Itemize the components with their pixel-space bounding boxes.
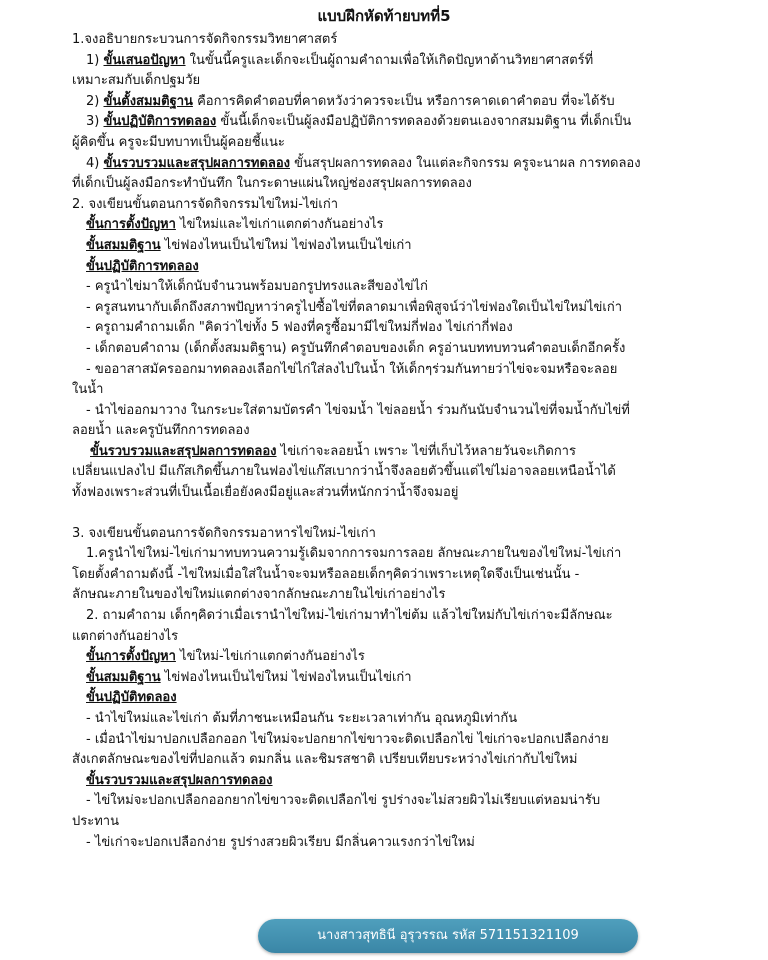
q1-step-3 bbox=[72, 112, 712, 133]
q1-step-3-text: ขั้นนี้เด็กจะเป็นผู้ลงมือปฏิบัติการทดลองด้วยตนเองจากสมมติฐาน ที่เด็กเป็น bbox=[216, 114, 632, 130]
q2-experiment-item-4: - เด็กตอบคำถาม (เด็กตั้งสมมติฐาน) ครูบันทึกคำตอบของเด็ก ครูอ่านบททบทวนคำตอบเด็กอีกครั้ง bbox=[86, 340, 626, 356]
q3-hypothesis-label: ขั้นสมมติฐาน bbox=[86, 669, 161, 685]
q3-problem-label: ขั้นการตั้งปัญหา bbox=[86, 649, 176, 665]
worksheet-title: แบบฝึกหัดท้ายบทที่5 bbox=[317, 7, 451, 25]
q2-hypothesis bbox=[72, 236, 712, 257]
q3-experiment-label: ขั้นปฏิบัติทดลอง bbox=[86, 690, 177, 706]
q1-step-2-label: ขั้นตั้งสมมติฐาน bbox=[103, 93, 193, 109]
q2-conclusion-continued-2: ทั้งฟองเพราะส่วนที่เป็นเนื้อเยื่อยังคงมีอยู่และส่วนที่หนักกว่าน้ำจึงจมอยู่ bbox=[72, 485, 459, 501]
q3-hypothesis-text: ไข่ฟองไหนเป็นไข่ใหม่ ไข่ฟองไหนเป็นไข่เก่า bbox=[160, 669, 412, 685]
q1-step-2 bbox=[72, 92, 712, 113]
section-spacer bbox=[72, 504, 712, 524]
q2-heading: 2. จงเขียนขั้นตอนการจัดกิจกรรมไข่ใหม่-ไข่เก่า bbox=[72, 196, 338, 212]
q2-conclusion-label: ขั้นรวบรวมและสรุปผลการทดลอง bbox=[90, 443, 277, 459]
q2-experiment-item-1: - ครูนำไข่มาให้เด็กนับจำนวนพร้อมบอกรูปทรงและสีของไข่ไก่ bbox=[86, 279, 428, 295]
q2-hypothesis-label: ขั้นสมมติฐาน bbox=[86, 237, 161, 253]
q3-conclusion-item-1-continued: ประทาน bbox=[72, 813, 119, 829]
q1-step-4-label: ขั้นรวบรวมและสรุปผลการทดลอง bbox=[103, 155, 291, 171]
q1-step-1-continued: เหมาะสมกับเด็กปฐมวัย bbox=[72, 73, 201, 89]
q1-step-1-text: ในขั้นนี้ครูและเด็กจะเป็นผู้ถามคำถามเพื่อให้เกิดปัญหาด้านวิทยาศาสตร์ที่ bbox=[185, 52, 594, 68]
q1-step-1-number: 1) bbox=[86, 52, 104, 68]
q1-step-4-text: ขั้นสรุปผลการทดลอง ในแต่ละกิจกรรม ครูจะนาผล การทดลอง bbox=[290, 155, 641, 171]
q2-problem bbox=[72, 215, 712, 236]
q2-experiment-item-5-continued: ในน้ำ bbox=[72, 382, 104, 398]
q2-experiment-item-6-continued: ลอยน้ำ และครูบันทึกการทดลอง bbox=[72, 423, 250, 439]
q3-hypothesis bbox=[72, 668, 712, 689]
q1-step-2-number: 2) bbox=[86, 93, 104, 109]
q1-heading: 1.จงอธิบายกระบวนการจัดกิจกรรมวิทยาศาสตร์ bbox=[72, 32, 338, 47]
q1-step-1-label: ขั้นเสนอปัญหา bbox=[103, 52, 186, 68]
student-name-badge: นางสาวสุทธินี อุรุวรรณ รหัส 571151321109 bbox=[258, 919, 638, 953]
q1-step-2-text: คือการคิดคำตอบที่คาดหวังว่าควรจะเป็น หรือการคาดเดาคำตอบ ที่จะได้รับ bbox=[192, 93, 615, 109]
q1-step-4 bbox=[72, 154, 712, 175]
q3-conclusion-item-2: - ไข่เก่าจะปอกเปลือกง่าย รูปร่างสวยผิวเรียบ มีกลิ่นคาวแรงกว่าไข่ใหม่ bbox=[86, 834, 475, 850]
q2-experiment-item-3: - ครูถามคำถามเด็ก "คิดว่าไข่ทั้ง 5 ฟองที่ครูซื้อมามีไข่ใหม่กี่ฟอง ไข่เก่ากี่ฟอง bbox=[86, 320, 513, 336]
q3-conclusion-item-1: - ไข่ใหม่จะปอกเปลือกออกยากไข่ขาวจะติดเปลือกไข่ รูปร่างจะไม่สวยผิวไม่เรียบแต่หอมน่ารับ bbox=[86, 793, 601, 809]
q3-experiment-item-2-continued: สังเกตลักษณะของไข่ที่ปอกแล้ว ดมกลิ่น และชิมรสชาติ เปรียบเทียบระหว่างไข่เก่ากับไข่ใหม่ bbox=[72, 752, 578, 768]
q2-problem-label: ขั้นการตั้งปัญหา bbox=[86, 217, 176, 233]
q2-experiment-item-6: - นำไข่ออกมาวาง ในกระบะใส่ตามบัตรคำ ไข่จมน้ำ ไข่ลอยน้ำ ร่วมกันนับจำนวนไข่ที่จมน้ำกับไข่ที่ bbox=[86, 402, 630, 418]
q2-hypothesis-text: ไข่ฟองไหนเป็นไข่ใหม่ ไข่ฟองไหนเป็นไข่เก่า bbox=[160, 237, 412, 253]
q2-conclusion bbox=[72, 442, 712, 463]
q2-problem-text: ไข่ใหม่และไข่เก่าแตกต่างกันอย่างไร bbox=[175, 217, 384, 233]
worksheet-content bbox=[72, 30, 712, 853]
q2-conclusion-text: ไข่เก่าจะลอยน้ำ เพราะ ไข่ที่เก็บไว้หลายวันจะเกิดการ bbox=[276, 443, 576, 459]
q1-step-4-continued: ที่เด็กเป็นผู้ลงมือกระทำบันทึก ในกระดาษแผ่นใหญ่ช่องสรุปผลการทดลอง bbox=[72, 176, 472, 192]
q3-experiment-item-1: - นำไข่ใหม่และไข่เก่า ต้มที่ภาชนะเหมือนกัน ระยะเวลาเท่ากัน อุณหภูมิเท่ากัน bbox=[86, 711, 518, 726]
q1-step-1 bbox=[72, 51, 712, 72]
q3-problem-text: ไข่ใหม่-ไข่เก่าแตกต่างกันอย่างไร bbox=[175, 649, 365, 665]
q3-conclusion-label: ขั้นรวบรวมและสรุปผลการทดลอง bbox=[86, 772, 273, 788]
q3-problem bbox=[72, 647, 712, 668]
q1-step-3-number: 3) bbox=[86, 114, 104, 130]
q2-experiment-item-5: - ขออาสาสมัครออกมาทดลองเลือกไข่ไก่ใส่ลงไปในน้ำ ให้เด็กๆร่วมกันทายว่าไข่จะจมหรือจะลอย bbox=[86, 361, 618, 377]
q2-experiment-item-2: - ครูสนทนากับเด็กถึงสภาพปัญหาว่าครูไปซื้อไข่ที่ตลาดมาเพื่อพิสูจน์ว่าไข่ฟองใดเป็นไข่ใหม่ไข่เก่า bbox=[86, 299, 622, 315]
q3-paragraph-1-continued-2: ลักษณะภายในของไข่ใหม่แตกต่างจากลักษณะภายในไข่เก่าอย่างไร bbox=[72, 587, 446, 603]
q2-experiment-label: ขั้นปฏิบัติการทดลอง bbox=[86, 258, 199, 274]
q2-conclusion-continued-1: เปลี่ยนแปลงไป มีแก๊สเกิดขึ้นภายในฟองไข่แก๊สเบากว่าน้ำจึงลอยตัวขึ้นแต่ไข่ไม่อาจลอยเหนือน้ำได้ bbox=[72, 464, 616, 480]
q3-paragraph-2-continued: แตกต่างกันอย่างไร bbox=[72, 628, 179, 644]
q3-experiment-item-2: - เมื่อนำไข่มาปอกเปลือกออก ไข่ใหม่จะปอกยากไข่ขาวจะติดเปลือกไข่ ไข่เก่าจะปอกเปลือกง่าย bbox=[86, 731, 609, 747]
q3-paragraph-1: 1.ครูนำไข่ใหม่-ไข่เก่ามาทบทวนความรู้เดิมจากการจมการลอย ลักษณะภายในของไข่ใหม่-ไข่เก่า bbox=[86, 546, 622, 562]
q3-paragraph-2: 2. ถามคำถาม เด็กๆคิดว่าเมื่อเรานำไข่ใหม่-ไข่เก่ามาทำไข่ต้ม แล้วไข่ใหม่กับไข่เก่าจะมีลักษณะ bbox=[86, 608, 613, 624]
q1-step-4-number: 4) bbox=[86, 155, 104, 171]
q1-step-3-label: ขั้นปฏิบัติการทดลอง bbox=[103, 114, 217, 130]
q3-paragraph-1-continued-1: โดยตั้งคำถามดังนี้ -ไข่ใหม่เมื่อใส่ในน้ำจะจมหรือลอยเด็กๆคิดว่าเพราะเหตุใดจึงเป็นเช่นนั้น - bbox=[72, 566, 580, 582]
q3-heading: 3. จงเขียนขั้นตอนการจัดกิจกรรมอาหารไข่ใหม่-ไข่เก่า bbox=[72, 525, 376, 541]
q1-step-3-continued: ผู้คิดขึ้น ครูจะมีบทบาทเป็นผู้คอยชี้แนะ bbox=[72, 134, 285, 150]
